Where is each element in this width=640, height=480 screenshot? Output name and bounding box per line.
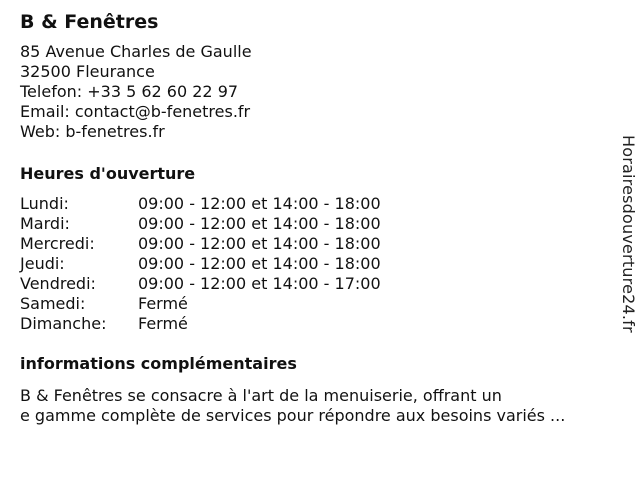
day-label: Mardi: [20,214,70,233]
hours-row-monday [20,194,610,214]
time-value: 09:00 - 12:00 et 14:00 - 18:00 [138,234,381,253]
additional-info-heading: informations complémentaires [20,354,297,373]
description-line: B & Fenêtres se consacre à l'art de la menuiserie, offrant un [20,386,502,405]
phone-value: +33 5 62 60 22 97 [87,82,239,101]
time-value: 09:00 - 12:00 et 14:00 - 18:00 [138,194,381,213]
time-value: Fermé [138,294,188,313]
web-row [20,122,610,142]
opening-hours-heading: Heures d'ouverture [20,164,196,183]
phone-row [20,82,610,102]
business-name: B & Fenêtres [20,11,159,33]
site-watermark: Horairesdouverture24.fr [619,135,638,333]
web-value: b-fenetres.fr [65,122,165,141]
hours-row-friday [20,274,610,294]
opening-hours-table [20,194,610,334]
address-city: 32500 Fleurance [20,62,155,81]
time-value: 09:00 - 12:00 et 14:00 - 17:00 [138,274,381,293]
email-row [20,102,610,122]
web-label: Web: [20,122,61,141]
phone-label: Telefon: [20,82,83,101]
time-value: 09:00 - 12:00 et 14:00 - 18:00 [138,254,381,273]
day-label: Lundi: [20,194,69,213]
hours-row-saturday [20,294,610,314]
email-value: contact@b-fenetres.fr [74,102,251,121]
address-street: 85 Avenue Charles de Gaulle [20,42,252,61]
additional-info-section [20,354,610,426]
opening-hours-section [20,164,610,334]
hours-row-wednesday [20,234,610,254]
time-value: Fermé [138,314,188,333]
address-block [20,42,610,82]
day-label: Vendredi: [20,274,96,293]
contact-block [20,82,610,142]
day-label: Mercredi: [20,234,95,253]
time-value: 09:00 - 12:00 et 14:00 - 18:00 [138,214,381,233]
description-text [20,386,610,426]
hours-row-sunday [20,314,610,334]
hours-row-thursday [20,254,610,274]
day-label: Dimanche: [20,314,107,333]
business-card [20,10,610,426]
description-line: e gamme complète de services pour répondre aux besoins variés ... [20,406,566,425]
email-label: Email: [20,102,70,121]
day-label: Jeudi: [20,254,65,273]
hours-row-tuesday [20,214,610,234]
day-label: Samedi: [20,294,86,313]
